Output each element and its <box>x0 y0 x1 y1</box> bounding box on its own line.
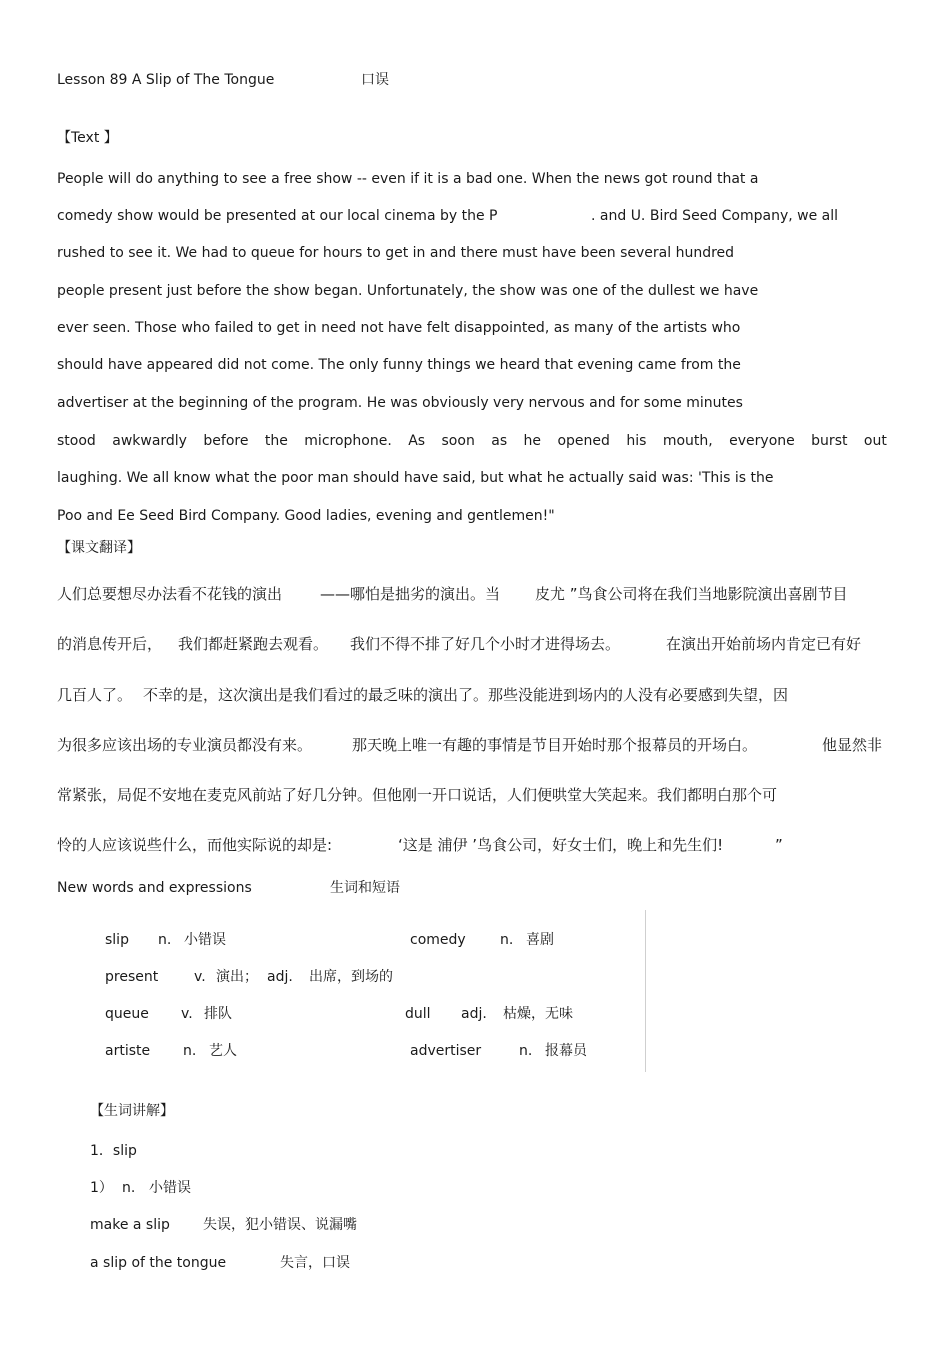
vocab-word: advertiser <box>410 1043 482 1059</box>
translation-fragment: 的消息传开后， <box>57 635 163 653</box>
vocab-word: present <box>105 969 159 985</box>
vocab-pos: n. <box>158 932 172 948</box>
text-line: advertiser at the beginning of the program. He was obviously very nervous and for some minutes <box>57 395 743 411</box>
vocab-meaning: 出席，到场的 <box>309 969 393 985</box>
translation-fragment: 几百人了。 <box>57 686 133 704</box>
vocab-word: artiste <box>105 1043 151 1059</box>
translation-fragment: 在演出开始前场内肯定已有好 <box>666 635 862 653</box>
explain-sub-meaning: 小错误 <box>149 1180 191 1196</box>
word: everyone <box>729 433 795 449</box>
word: before <box>203 433 249 449</box>
vocab-table-divider <box>645 910 646 1072</box>
text-line: comedy show would be presented at our local cinema by the P <box>57 208 498 224</box>
text-line: rushed to see it. We had to queue for hours to get in and there must have been several hundred <box>57 245 735 261</box>
vocab-heading-zh: 生词和短语 <box>330 880 400 896</box>
vocab-word: queue <box>105 1006 149 1022</box>
vocab-pos: adj. <box>267 969 293 985</box>
vocab-pos: n. <box>519 1043 533 1059</box>
translation-fragment: 人们总要想尽办法看不花钱的演出 <box>57 585 283 603</box>
word: burst <box>811 433 848 449</box>
text-line-fragment: . and U. Bird Seed Company, we all <box>591 208 839 224</box>
explain-item: 1．slip <box>90 1143 137 1159</box>
text-line: Poo and Ee Seed Bird Company. Good ladies, evening and gentlemen!" <box>57 508 555 524</box>
lesson-title: Lesson 89 A Slip of The Tongue <box>57 72 275 88</box>
translation-fragment: 我们都赶紧跑去观看。 <box>178 635 329 653</box>
vocab-meaning: 枯燥，无味 <box>503 1006 573 1022</box>
translation-fragment: 那天晚上唯一有趣的事情是节目开始时那个报幕员的开场白。 <box>352 736 758 754</box>
phrase-en: a slip of the tongue <box>90 1255 227 1271</box>
translation-fragment: 为很多应该出场的专业演员都没有来。 <box>57 736 313 754</box>
phrase-zh: 失误，犯小错误、说漏嘴 <box>203 1217 357 1233</box>
phrase-en: make a slip <box>90 1217 170 1233</box>
vocab-pos: n. <box>183 1043 197 1059</box>
vocab-heading: New words and expressions <box>57 880 252 896</box>
vocab-pos: v. <box>194 969 206 985</box>
word: awkwardly <box>112 433 187 449</box>
translation-fragment: 常紧张，局促不安地在麦克风前站了好几分钟。但他刚一开口说话，人们便哄堂大笑起来。我们都明白那个可 <box>57 786 778 804</box>
word: mouth, <box>662 433 713 449</box>
word: opened <box>557 433 610 449</box>
text-heading: 【Text 】 <box>57 130 118 146</box>
justified-text-line <box>57 432 887 450</box>
word: soon <box>441 433 475 449</box>
translation-fragment: 怜的人应该说些什么，而他实际说的却是: <box>57 836 333 854</box>
lesson-title-zh: 口误 <box>361 72 389 88</box>
vocab-meaning: 艺人 <box>209 1043 237 1059</box>
vocab-word: dull <box>405 1006 431 1022</box>
vocab-word: slip <box>105 932 129 948</box>
vocab-meaning: 喜剧 <box>526 932 554 948</box>
translation-fragment: 皮尤 ”鸟食公司将在我们当地影院演出喜剧节目 <box>535 585 848 603</box>
word: the <box>264 433 288 449</box>
phrase-zh: 失言，口误 <box>280 1255 350 1271</box>
translation-heading: 【课文翻译】 <box>57 540 141 556</box>
vocab-meaning: 演出； <box>216 969 258 985</box>
explain-heading: 【生词讲解】 <box>90 1103 174 1119</box>
word: As <box>408 433 426 449</box>
text-line: should have appeared did not come. The only funny things we heard that evening came from the <box>57 357 741 373</box>
vocab-pos: adj. <box>461 1006 487 1022</box>
word: stood <box>57 433 96 449</box>
vocab-pos: n. <box>500 932 514 948</box>
explain-sub-pos: n. <box>122 1180 136 1196</box>
word: his <box>626 433 647 449</box>
word: microphone. <box>304 433 392 449</box>
vocab-meaning: 小错误 <box>184 932 226 948</box>
word: as <box>491 433 508 449</box>
word: he <box>523 433 542 449</box>
translation-fragment: 他显然非 <box>822 736 883 754</box>
translation-fragment: 不幸的是，这次演出是我们看过的最乏味的演出了。那些没能进到场内的人没有必要感到失望，因 <box>143 686 789 704</box>
explain-sub-num: 1） <box>90 1180 113 1196</box>
text-line: people present just before the show began. Unfortunately, the show was one of the dullest we have <box>57 283 759 299</box>
word: out <box>863 433 887 449</box>
text-line: People will do anything to see a free show -- even if it is a bad one. When the news got round that a <box>57 171 759 187</box>
vocab-word: comedy <box>410 932 466 948</box>
text-line: ever seen. Those who failed to get in need not have felt disappointed, as many of the artists who <box>57 320 741 336</box>
vocab-pos: v. <box>181 1006 193 1022</box>
text-line: laughing. We all know what the poor man should have said, but what he actually said was: 'This is the <box>57 470 774 486</box>
translation-fragment: ——哪怕是拙劣的演出。当 <box>320 585 501 603</box>
vocab-meaning: 排队 <box>204 1006 232 1022</box>
translation-fragment: 我们不得不排了好几个小时才进得场去。 <box>350 635 621 653</box>
translation-fragment: ” <box>775 836 783 854</box>
vocab-meaning: 报幕员 <box>545 1043 587 1059</box>
translation-fragment: ‘这是 浦伊 ’鸟食公司，好女士们，晚上和先生们! <box>398 836 724 854</box>
